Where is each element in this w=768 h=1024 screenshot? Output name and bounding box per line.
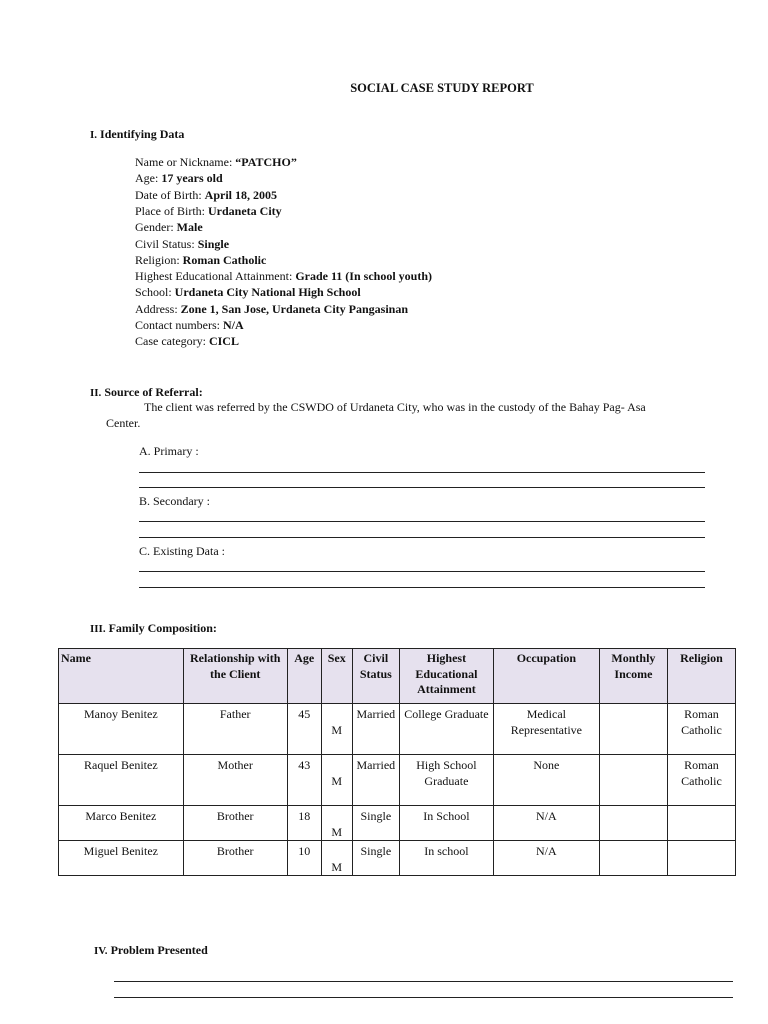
table-header-cell: Relationship with the Client <box>183 649 287 704</box>
table-cell-occupation: Medical Representative <box>493 704 599 755</box>
table-cell-religion <box>667 841 735 876</box>
table-header-cell: Civil Status <box>352 649 399 704</box>
section-label: Source of Referral: <box>104 385 203 399</box>
identifying-field-row <box>135 204 282 220</box>
table-cell-sex: M <box>321 806 352 841</box>
identifying-field-row <box>135 237 229 253</box>
section-number: III. <box>90 623 106 635</box>
existing-data-blank-line <box>139 571 705 572</box>
problem-blank-line <box>114 981 733 982</box>
field-value: 17 years old <box>161 171 223 186</box>
table-cell-relationship: Mother <box>183 755 287 806</box>
field-value: Urdaneta City <box>207 203 282 218</box>
table-cell-name: Miguel Benitez <box>59 841 184 876</box>
table-row <box>59 841 736 876</box>
table-header-cell: Name <box>59 649 184 704</box>
table-cell-age: 45 <box>287 704 321 755</box>
family-composition-table <box>58 648 736 876</box>
field-label: Contact numbers: <box>135 318 220 332</box>
identifying-field-row <box>135 188 277 204</box>
field-label: Date of Birth: <box>135 187 202 202</box>
primary-blank-line <box>139 487 705 488</box>
identifying-field-row <box>135 285 361 301</box>
field-value: “PATCHO” <box>235 155 297 169</box>
field-label: Name or Nickname: <box>135 155 233 169</box>
table-cell-religion: Roman Catholic <box>667 755 735 806</box>
table-cell-income <box>599 704 667 755</box>
referral-paragraph-line: Center. <box>106 415 141 430</box>
referral-paragraph-line: The client was referred by the CSWDO of Urdaneta City, who was in the custody of the Bahay Pag- Asa <box>144 400 646 414</box>
table-row <box>59 704 736 755</box>
field-value: Single <box>197 236 230 251</box>
table-cell-education: College Graduate <box>400 704 494 755</box>
table-header-cell: Age <box>287 649 321 704</box>
table-cell-income <box>599 755 667 806</box>
table-cell-religion: Roman Catholic <box>667 704 735 755</box>
table-cell-sex: M <box>321 755 352 806</box>
field-value: N/A <box>222 318 244 332</box>
identifying-field-row <box>135 302 408 318</box>
identifying-field-row <box>135 253 266 269</box>
table-cell-occupation: N/A <box>493 806 599 841</box>
identifying-field-row <box>135 155 297 171</box>
field-value: Zone 1, San Jose, Urdaneta City Pangasinan <box>180 301 409 316</box>
table-header-cell: Religion <box>667 649 735 704</box>
table-cell-occupation: None <box>493 755 599 806</box>
field-value: Male <box>176 220 203 235</box>
field-value: CICL <box>208 334 239 349</box>
field-value: Grade 11 (In school youth) <box>295 269 432 284</box>
table-cell-name: Manoy Benitez <box>59 704 184 755</box>
table-cell-income <box>599 806 667 841</box>
table-row <box>59 755 736 806</box>
table-cell-civil: Single <box>352 841 399 876</box>
field-label: Age: <box>135 171 159 186</box>
section-problem-heading <box>94 943 208 959</box>
report-title: SOCIAL CASE STUDY REPORT <box>350 81 534 95</box>
referral-paragraph <box>106 400 726 431</box>
table-cell-age: 10 <box>287 841 321 876</box>
identifying-field-row <box>135 220 203 236</box>
problem-blank-line <box>114 997 733 998</box>
section-number: II. <box>90 387 102 399</box>
section-number: IV. <box>94 945 108 957</box>
identifying-field-row <box>135 171 223 187</box>
table-cell-sex: M <box>321 841 352 876</box>
table-header-row <box>59 649 736 704</box>
table-header-cell: Highest Educational Attainment <box>400 649 494 704</box>
primary-blank-line <box>139 472 705 473</box>
table-cell-relationship: Brother <box>183 841 287 876</box>
table-cell-religion <box>667 806 735 841</box>
table-cell-education: In school <box>400 841 494 876</box>
field-label: Address: <box>135 301 178 316</box>
field-label: Highest Educational Attainment: <box>135 269 293 284</box>
table-cell-civil: Married <box>352 704 399 755</box>
secondary-label: B. Secondary : <box>139 494 210 508</box>
existing-data-blank-line <box>139 587 705 588</box>
table-cell-civil: Married <box>352 755 399 806</box>
field-label: Civil Status: <box>135 236 195 251</box>
table-row <box>59 806 736 841</box>
table-cell-name: Marco Benitez <box>59 806 184 841</box>
table-cell-education: High School Graduate <box>400 755 494 806</box>
field-label: School: <box>135 285 172 300</box>
section-label: Identifying Data <box>100 127 185 141</box>
field-label: Place of Birth: <box>135 203 205 218</box>
table-cell-name: Raquel Benitez <box>59 755 184 806</box>
section-label: Family Composition: <box>108 621 217 635</box>
field-value: Urdaneta City National High School <box>174 285 361 300</box>
primary-label: A. Primary : <box>139 444 199 458</box>
identifying-field-row <box>135 334 239 350</box>
identifying-field-row <box>135 318 244 334</box>
field-value: April 18, 2005 <box>204 187 277 202</box>
table-header-cell: Monthly Income <box>599 649 667 704</box>
existing-data-label: C. Existing Data : <box>139 544 225 558</box>
table-cell-education: In School <box>400 806 494 841</box>
table-cell-relationship: Father <box>183 704 287 755</box>
secondary-blank-line <box>139 521 705 522</box>
identifying-field-row <box>135 269 432 285</box>
table-cell-age: 43 <box>287 755 321 806</box>
table-cell-civil: Single <box>352 806 399 841</box>
section-identifying-heading <box>90 127 184 143</box>
field-label: Case category: <box>135 334 206 349</box>
table-cell-occupation: N/A <box>493 841 599 876</box>
section-number: I. <box>90 129 98 141</box>
field-label: Religion: <box>135 252 180 267</box>
section-label: Problem Presented <box>110 943 208 957</box>
table-cell-sex: M <box>321 704 352 755</box>
table-cell-age: 18 <box>287 806 321 841</box>
section-referral-heading <box>90 385 203 401</box>
section-family-heading <box>90 621 217 637</box>
secondary-blank-line <box>139 537 705 538</box>
table-cell-relationship: Brother <box>183 806 287 841</box>
table-cell-income <box>599 841 667 876</box>
field-label: Gender: <box>135 220 174 235</box>
table-header-cell: Occupation <box>493 649 599 704</box>
field-value: Roman Catholic <box>182 252 267 267</box>
table-header-cell: Sex <box>321 649 352 704</box>
